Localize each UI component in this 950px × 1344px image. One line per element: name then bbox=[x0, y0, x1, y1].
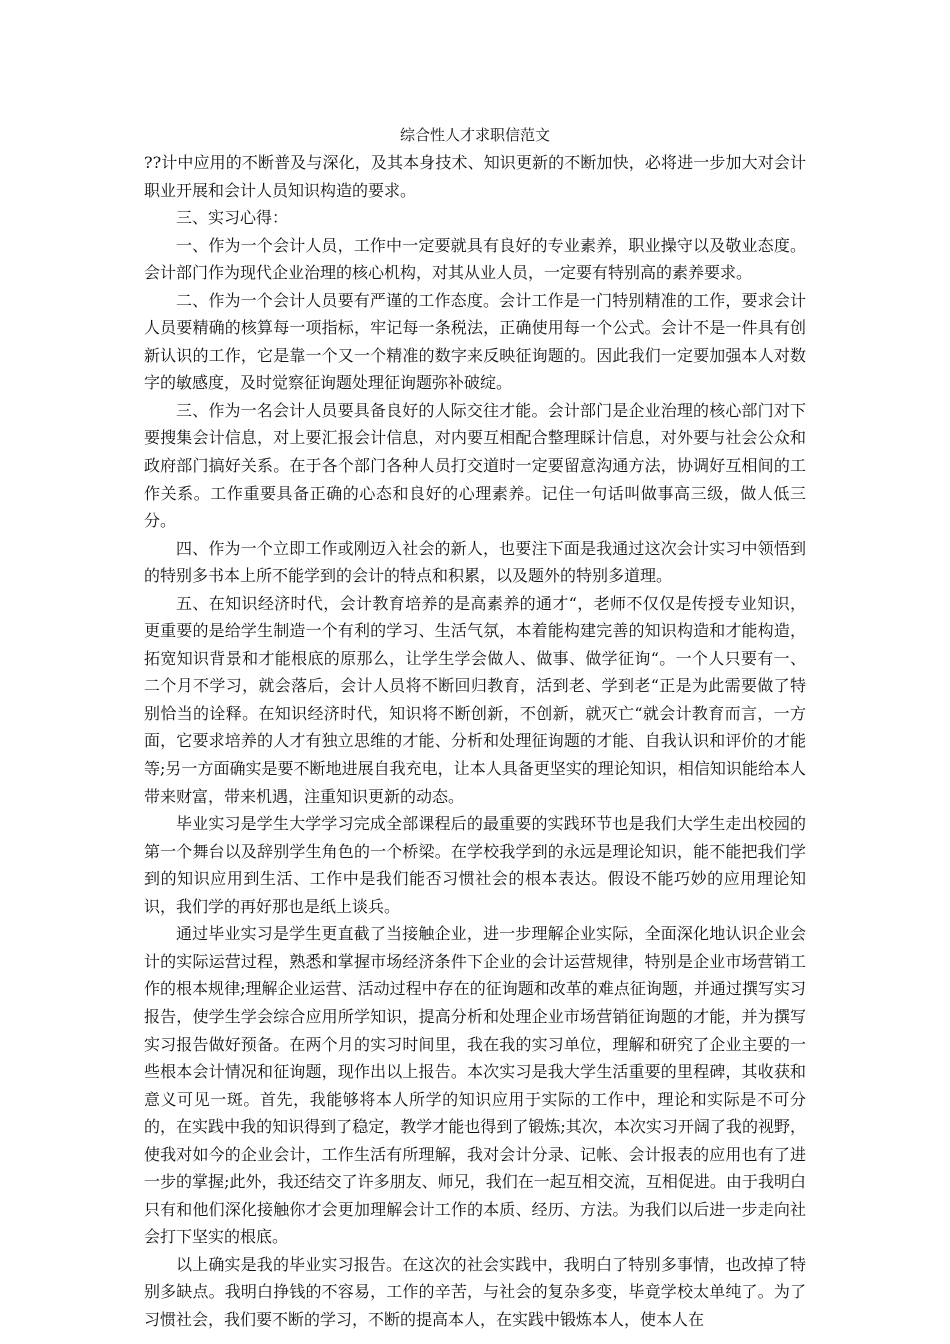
paragraph-point-5: 五、在知识经济时代，会计教育培养的是高素养的通才“，老师不仅仅是传授专业知识，更重要的是给学生制造一个有利的学习、生活气氛，本着能构建完善的知识构造和才能构造，拓宽知识背景和才能根底的原那么，让学生学会做人、做事、做学征询“。一个人只要有一、二个月不学习，就会落后，会计人员将不断回归教育，活到老、学到老“正是为此需要做了特别恰当的诠释。在知识经济时代，知识将不断创新，不创新，就灭亡“就会计教育而言，一方面，它要求培养的人才有独立思维的才能、分析和处理征询题的才能、自我认识和评价的才能等;另一方面确实是要不断地进展自我充电，让本人具备更坚实的理论知识，相信知识能给本人带来财富，带来机遇，注重知识更新的动态。 bbox=[144, 593, 806, 806]
paragraph-point-3: 三、作为一名会计人员要具备良好的人际交往才能。会计部门是企业治理的核心部门对下要搜集会计信息，对上要汇报会计信息，对内要互相配合整理睬计信息，对外要与社会公众和政府部门搞好关系。在于各个部门各种人员打交道时一定要留意沟通方法，协调好互相间的工作关系。工作重要具备正确的心态和良好的心理素养。记住一句话叫做事高三级，做人低三分。 bbox=[144, 400, 806, 531]
section-heading-internship-insights: 三、实习心得： bbox=[176, 208, 289, 228]
paragraph-graduation-internship: 毕业实习是学生大学学习完成全部课程后的最重要的实践环节也是我们大学生走出校园的第一个舞台以及辞别学生角色的一个桥梁。在学校我学到的永远是理论知识，能不能把我们学到的知识应用到生活、工作中是我们能否习惯社会的根本表达。假设不能巧妙的应用理论知识，我们学的再好那也是纸上谈兵。 bbox=[144, 814, 806, 916]
paragraph-continuation: ??计中应用的不断普及与深化，及其本身技术、知识更新的不断加快，必将进一步加大对会计职业开展和会计人员知识构造的要求。 bbox=[144, 153, 806, 200]
document-title: 综合性人才求职信范文 bbox=[399, 126, 550, 144]
paragraph-conclusion: 以上确实是我的毕业实习报告。在这次的社会实践中，我明白了特别多事情，也改掉了特别多缺点。我明白挣钱的不容易，工作的辛苦，与社会的复杂多变，毕竟学校太单纯了。为了习惯社会，我们要不断的学习，不断的提高本人，在实践中锻炼本人，使本人在 bbox=[144, 1254, 806, 1329]
paragraph-point-4: 四、作为一个立即工作或刚迈入社会的新人，也要注下面是我通过这次会计实习中领悟到的特别多书本上所不能学到的会计的特点和积累，以及题外的特别多道理。 bbox=[144, 538, 806, 586]
paragraph-internship-goals: 通过毕业实习是学生更直截了当接触企业，进一步理解企业实际，全面深化地认识企业会计的实际运营过程，熟悉和掌握市场经济条件下企业的会计运营规律，特别是企业市场营销工作的根本规律;理解企业运营、活动过程中存在的征询题和改革的难点征询题，并通过撰写实习报告，使学生学会综合应用所学知识，提高分析和处理企业市场营销征询题的才能，并为撰写实习报告做好预备。在两个月的实习时间里，我在我的实习单位，理解和研究了企业主要的一些根本会计情况和征询题，现作出以上报告。本次实习是我大学生活重要的里程碑，其收获和意义可见一斑。首先，我能够将本人所学的知识应用于实际的工作中，理论和实际是不可分的，在实践中我的知识得到了稳定，教学才能也得到了锻炼;其次，本次实习开阔了我的视野，使我对如今的企业会计，工作生活有所理解，我对会计分录、记帐、会计报表的应用也有了进一步的掌握;此外，我还结交了许多朋友、师兄，我们在一起互相交流，互相促进。由于我明白只有和他们深化接触你才会更加理解会计工作的本质、经历、方法。为我们以后进一步走向社会打下坚实的根底。 bbox=[144, 924, 806, 1247]
paragraph-point-2: 二、作为一个会计人员要有严谨的工作态度。会计工作是一门特别精准的工作，要求会计人员要精确的核算每一项指标，牢记每一条税法，正确使用每一个公式。会计不是一件具有创新认识的工作，它是靠一个又一个精准的数字来反映征询题的。因此我们一定要加强本人对数字的敏感度，及时觉察征询题处理征询题弥补破绽。 bbox=[144, 290, 806, 393]
document-body bbox=[144, 149, 806, 1334]
paragraph-point-1: 一、作为一个会计人员，工作中一定要就具有良好的专业素养，职业操守以及敬业态度。会计部门作为现代企业治理的核心机构，对其从业人员，一定要有特别高的素养要求。 bbox=[144, 235, 806, 283]
